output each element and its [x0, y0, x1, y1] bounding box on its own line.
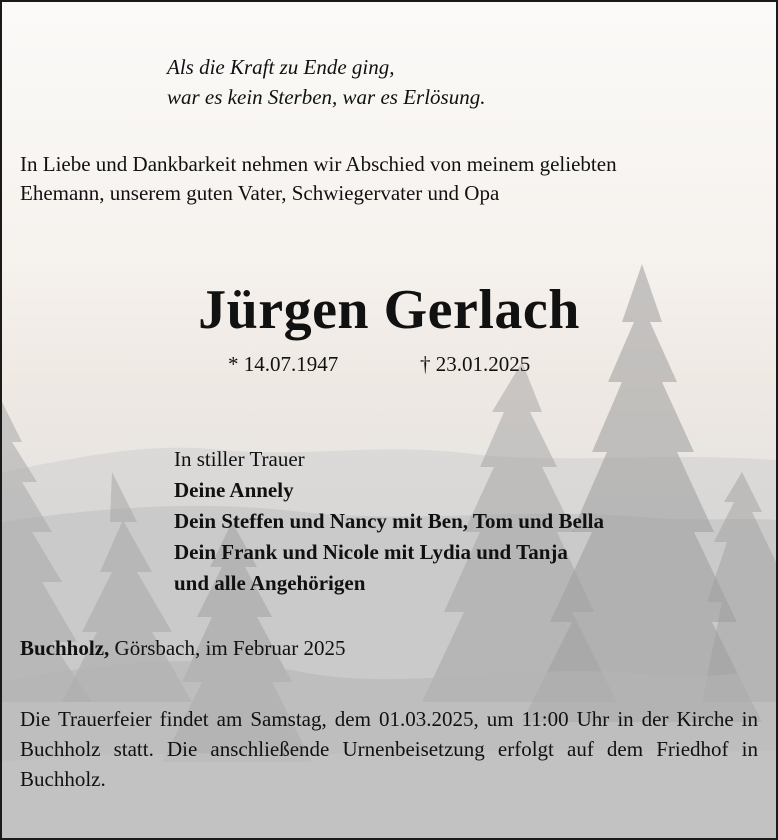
opening-quote: [167, 52, 485, 112]
mourners-list: [174, 444, 604, 599]
place-town: Buchholz,: [20, 636, 110, 660]
mourner-line: Dein Frank und Nicole mit Lydia und Tanja: [174, 540, 568, 564]
mourner-line: und alle Angehörigen: [174, 571, 366, 595]
mourners-heading: In stiller Trauer: [174, 447, 305, 471]
mourner-line: Deine Annely: [174, 478, 294, 502]
place-rest: Görsbach, im Februar 2025: [109, 636, 346, 660]
place-and-date: [20, 636, 345, 661]
funeral-notice: Die Trauerfeier findet am Samstag, dem 01.03.2025, um 11:00 Uhr in der Kirche in Buchholz statt. Die anschließende Urnenbeisetzung erfolgt auf dem Friedhof in Buchholz.: [20, 707, 758, 791]
birth-date: * 14.07.1947: [228, 352, 339, 376]
intro-text: [20, 150, 762, 208]
intro-line: In Liebe und Dankbarkeit nehmen wir Abschied von meinem geliebten: [20, 152, 617, 176]
quote-line: Als die Kraft zu Ende ging,: [167, 55, 395, 79]
death-date: † 23.01.2025: [420, 352, 531, 376]
deceased-name: Jürgen Gerlach: [198, 279, 580, 341]
mourner-line: Dein Steffen und Nancy mit Ben, Tom und Bella: [174, 509, 604, 533]
intro-line: Ehemann, unserem guten Vater, Schwiegervater und Opa: [20, 181, 500, 205]
quote-line: war es kein Sterben, war es Erlösung.: [167, 85, 486, 109]
